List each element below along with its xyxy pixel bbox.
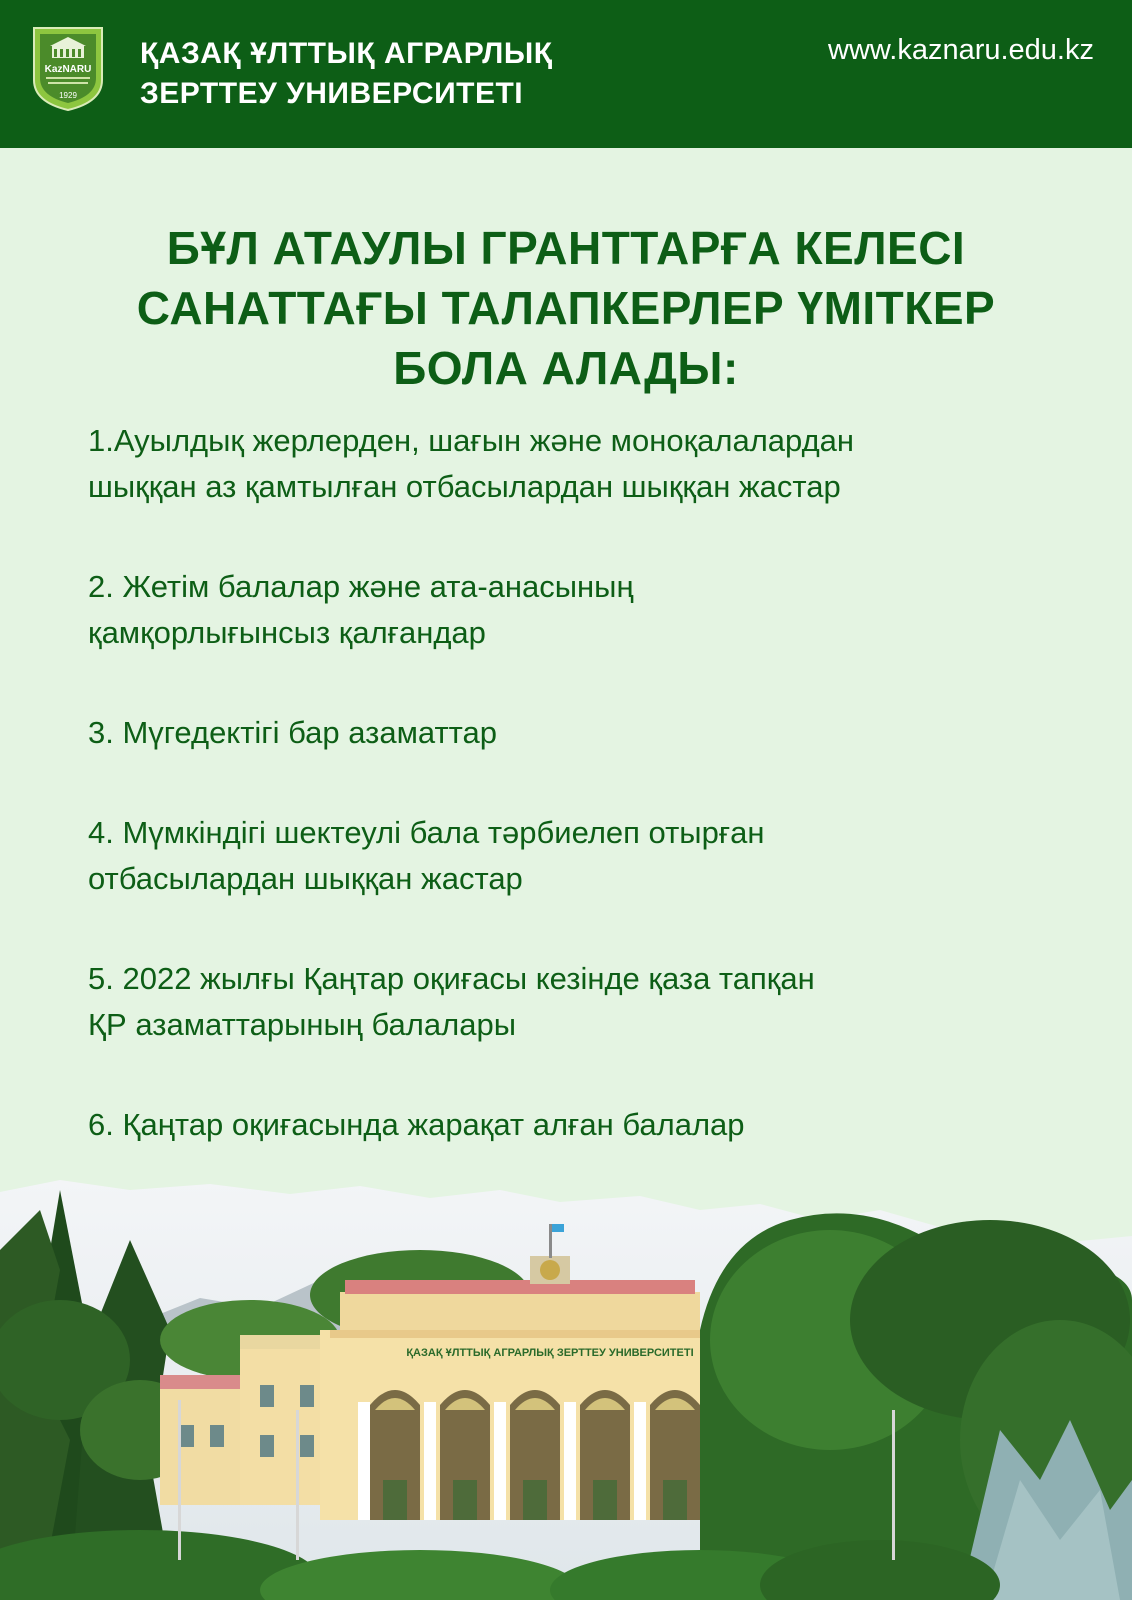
list-item-line: 5. 2022 жылғы Қаңтар оқиғасы кезінде қаза тапқан [88,961,815,996]
university-name-line-2: ЗЕРТТЕУ УНИВЕРСИТЕТІ [140,77,524,110]
list-item-line: 6. Қаңтар оқиғасында жарақат алған балалар [88,1107,745,1142]
list-item-line: 1.Ауылдық жерлерден, шағын және моноқалалардан [88,423,855,458]
logo-text: KazNARU [44,64,92,75]
university-building-photo [0,1180,1132,1600]
list-item-line: ҚР азаматтарының балалары [88,1007,516,1042]
title-line-1: БҰЛ АТАУЛЫ ГРАНТТАРҒА КЕЛЕСІ [166,222,966,274]
list-item [88,956,1088,1048]
logo-year: 1929 [59,91,77,100]
list-item-line: 2. Жетім балалар және ата-анасының [88,569,634,604]
list-item-line: қамқорлығынсыз қалғандар [88,615,486,650]
list-item-line: 4. Мүмкіндігі шектеулі бала тәрбиелеп отырған [88,815,765,850]
university-name-line-1: ҚАЗАҚ ҰЛТТЫҚ АГРАРЛЫҚ [140,37,553,70]
list-item-line: шыққан аз қамтылған отбасылардан шыққан жастар [88,469,841,504]
eligibility-list [88,418,1088,1202]
header-bar [0,0,1132,148]
facade-sign: ҚАЗАҚ ҰЛТТЫҚ АГРАРЛЫҚ ЗЕРТТЕУ УНИВЕРСИТЕТІ [406,1347,694,1359]
title-line-2: САНАТТАҒЫ ТАЛАПКЕРЛЕР ҮМІТКЕР [136,282,996,334]
website-link[interactable]: www.kaznaru.edu.kz [828,34,1094,66]
list-item [88,810,1088,902]
page-title [60,218,1072,398]
list-item [88,418,1088,510]
list-item [88,1102,1088,1148]
title-line-3: БОЛА АЛАДЫ: [393,342,739,394]
list-item-line: 3. Мүгедектігі бар азаматтар [88,715,497,750]
list-item [88,710,1088,756]
kaznaru-logo-icon [30,24,106,112]
list-item-line: отбасылардан шыққан жастар [88,861,523,896]
list-item [88,564,1088,656]
university-name [140,34,553,114]
